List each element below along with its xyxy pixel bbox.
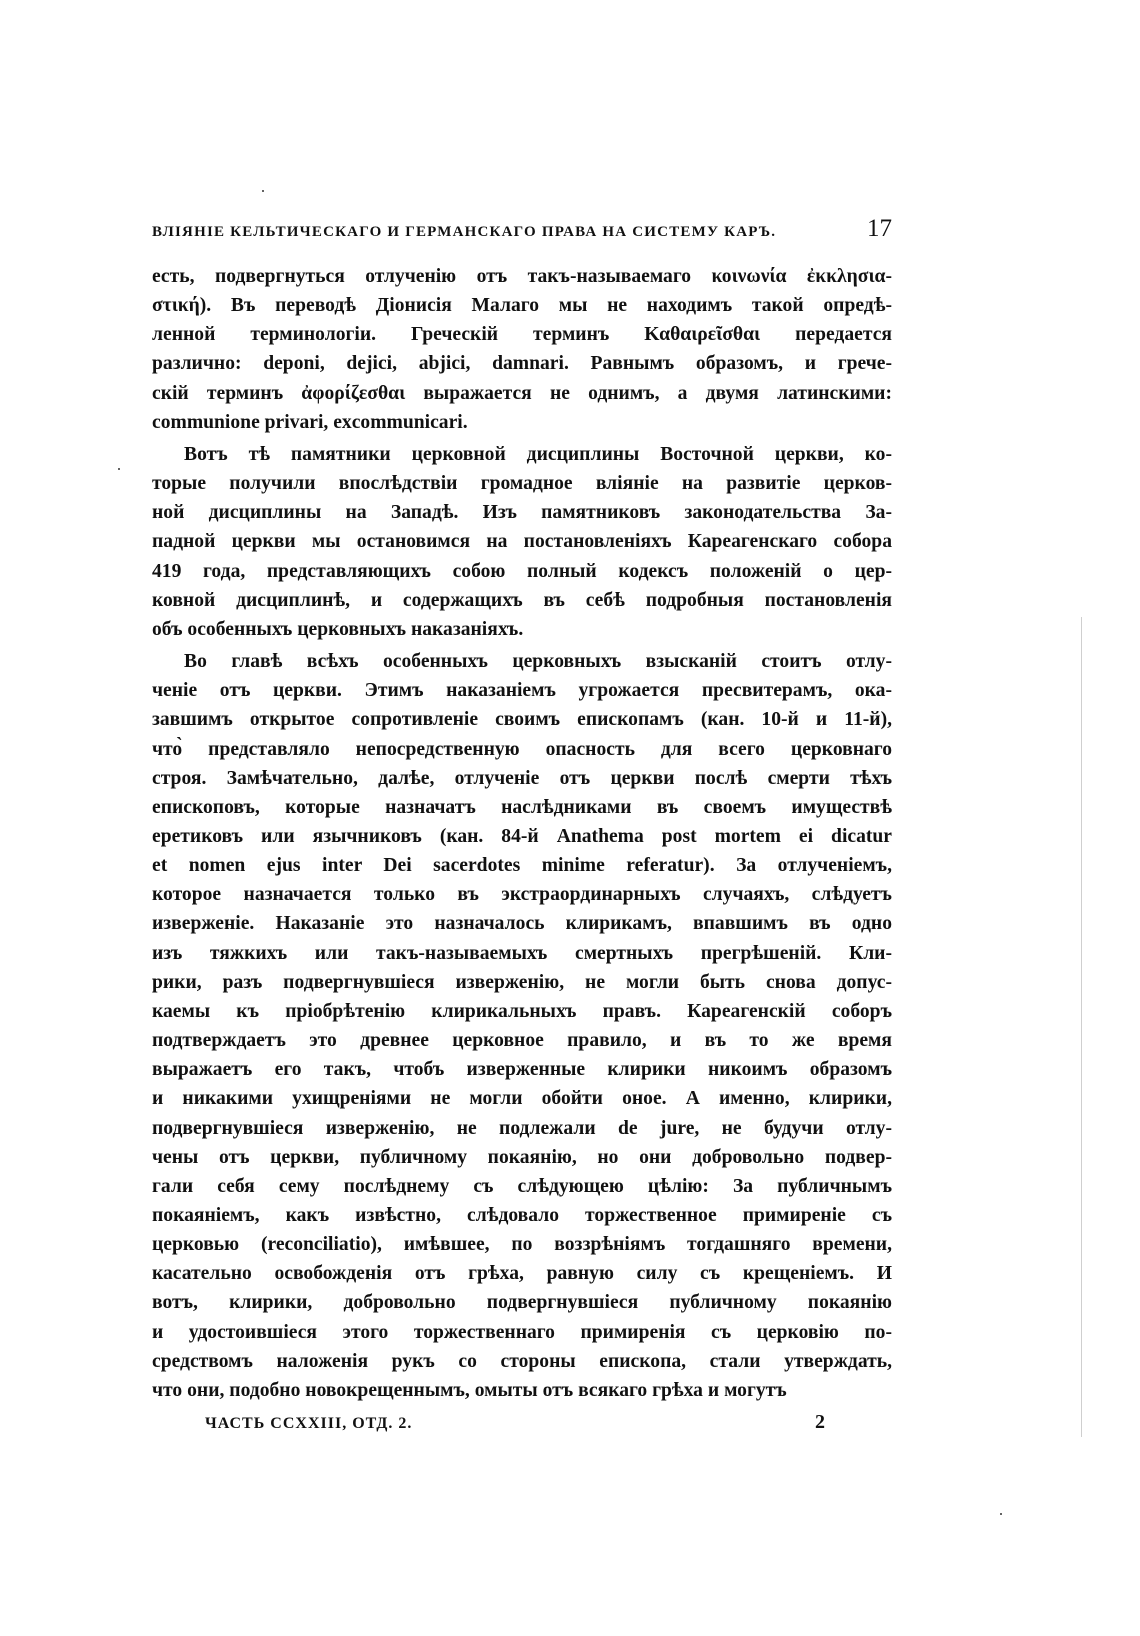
scan-speck bbox=[262, 190, 264, 192]
text-line: падной церкви мы остановимся на постановленіяхъ Кареагенскаго собора bbox=[152, 531, 892, 553]
text-line: ченіе отъ церкви. Этимъ наказаніемъ угрожается пресвитерамъ, ока- bbox=[152, 680, 892, 702]
text-line: вотъ, клирики, добровольно подвергнувшіеся публичному покаянію bbox=[152, 1292, 892, 1314]
text-line: ной дисциплины на Западѣ. Изъ памятниковъ законодательства За- bbox=[152, 502, 892, 524]
text-line: объ особенныхъ церковныхъ наказаніяхъ. bbox=[152, 618, 524, 640]
text-line: гали себя сему послѣднему съ слѣдующею цѣлію: За публичнымъ bbox=[152, 1175, 892, 1197]
running-title: ВЛІЯНІЕ КЕЛЬТИЧЕСКАГО И ГЕРМАНСКАГО ПРАВА НА СИСТЕМУ КАРЪ. bbox=[152, 224, 777, 240]
text-line: и удостоившіеся этого торжественнаго примиренія съ церковію по- bbox=[152, 1321, 892, 1343]
text-line: касательно освобожденія отъ грѣха, равную силу съ крещеніемъ. И bbox=[152, 1263, 892, 1285]
running-head bbox=[152, 215, 892, 243]
sheet-number: 2 bbox=[815, 1411, 825, 1433]
text-line: выражаетъ его такъ, чтобъ изверженные клирики никоимъ образомъ bbox=[152, 1059, 892, 1081]
page-footer bbox=[205, 1411, 855, 1434]
text-line: завшимъ открытое сопротивленіе своимъ епископамъ (кан. 10-й и 11-й), bbox=[152, 709, 892, 731]
scan-speck bbox=[1000, 1513, 1002, 1515]
signature-mark: ЧАСТЬ CCXXIII, ОТД. 2. bbox=[205, 1415, 413, 1432]
text-line: communione privari, excommunicari. bbox=[152, 411, 468, 433]
text-line: еретиковъ или язычниковъ (кан. 84-й Anathema post mortem ei dicatur bbox=[152, 825, 892, 847]
text-line: покаяніемъ, какъ извѣстно, слѣдовало торжественное примиреніе съ bbox=[152, 1205, 892, 1226]
scan-speck bbox=[118, 468, 120, 470]
text-line: рики, разъ подвергнувшіеся изверженію, не могли быть снова допус- bbox=[152, 971, 892, 993]
paragraph bbox=[152, 440, 892, 644]
text-line: что̀ представляло непосредственную опасность для всего церковнаго bbox=[152, 738, 892, 760]
text-line: каемы къ пріобрѣтенію клирикальныхъ правъ. Кареагенскій соборъ bbox=[152, 1000, 892, 1022]
scan-margin-line bbox=[1081, 617, 1082, 1437]
text-line: ковной дисциплинѣ, и содержащихъ въ себѣ подробныя постановленія bbox=[152, 589, 892, 611]
text-line: церковью (reconciliatio), имѣвшее, по воззрѣніямъ тогдашняго времени, bbox=[152, 1234, 892, 1256]
text-line: подтверждаетъ это древнее церковное правило, и въ то же время bbox=[152, 1030, 892, 1052]
page-number: 17 bbox=[867, 215, 892, 242]
text-line: что они, подобно новокрещеннымъ, омыты отъ всякаго грѣха и могутъ bbox=[152, 1379, 787, 1401]
text-line: Вотъ тѣ памятники церковной дисциплины Восточной церкви, ко- bbox=[184, 443, 892, 465]
body-text bbox=[152, 262, 892, 1405]
text-line: ленной терминологіи. Греческій терминъ Καθαιρεῖσθαι передается bbox=[152, 324, 892, 346]
text-line: и никакими ухищреніями не могли обойти оное. А именно, клирики, bbox=[152, 1088, 892, 1110]
text-line: скій терминъ ἀφορίζεσθαι выражается не однимъ, а двумя латинскими: bbox=[152, 382, 892, 404]
text-line: изъ тяжкихъ или такъ-называемыхъ смертныхъ прегрѣшеній. Кли- bbox=[152, 942, 892, 964]
text-line: στική). Въ переводѣ Діонисія Малаго мы не находимъ такой опредѣ- bbox=[152, 295, 892, 317]
text-line: et nomen ejus inter Dei sacerdotes minime referatur). За отлученіемъ, bbox=[152, 855, 892, 877]
paragraph bbox=[152, 262, 892, 437]
paragraph bbox=[152, 647, 892, 1405]
text-line: подвергнувшіеся изверженію, не подлежали de jure, не будучи отлу- bbox=[152, 1117, 892, 1139]
text-line: 419 года, представляющихъ собою полный кодексъ положеній о цер- bbox=[152, 560, 892, 582]
text-line: которое назначается только въ экстраординарныхъ случаяхъ, слѣдуетъ bbox=[152, 884, 892, 906]
text-line: Во главѣ всѣхъ особенныхъ церковныхъ взысканій стоитъ отлу- bbox=[184, 651, 892, 673]
text-line: чены отъ церкви, публичному покаянію, но они добровольно подвер- bbox=[152, 1146, 892, 1168]
text-line: средствомъ наложенія рукъ со стороны епископа, стали утверждать, bbox=[152, 1350, 892, 1372]
text-line: изверженіе. Наказаніе это назначалось клирикамъ, впавшимъ въ одно bbox=[152, 913, 892, 935]
text-line: есть, подвергнуться отлученію отъ такъ-называемаго κοινωνία ἐκκλησια- bbox=[152, 266, 892, 287]
text-line: различно: deponi, dejici, abjici, damnari. Равнымъ образомъ, и грече- bbox=[152, 353, 892, 375]
text-line: торые получили впослѣдствіи громадное вліяніе на развитіе церков- bbox=[152, 473, 892, 495]
text-line: епископовъ, которые назначатъ наслѣдниками въ своемъ имуществѣ bbox=[152, 796, 892, 818]
text-line: строя. Замѣчательно, далѣе, отлученіе отъ церкви послѣ смерти тѣхъ bbox=[152, 767, 892, 789]
